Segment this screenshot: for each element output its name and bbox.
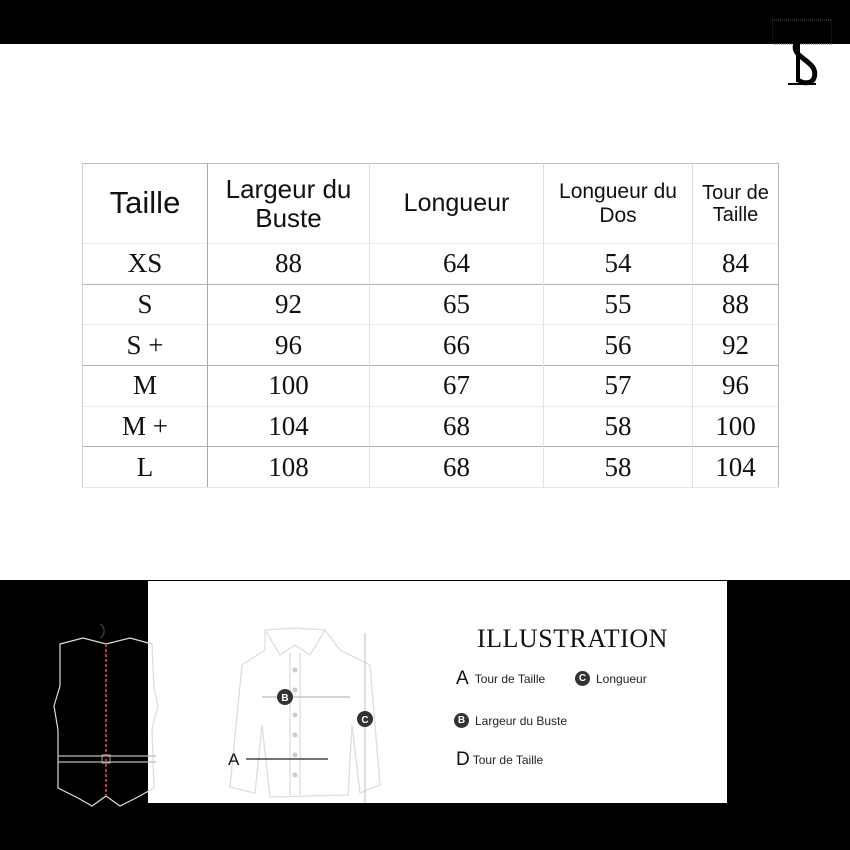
vest-diagram-icon xyxy=(48,618,168,813)
marker-d-icon: D xyxy=(456,749,470,770)
header-longueur-dos: Longueur du Dos xyxy=(544,164,693,244)
header-taille: Taille xyxy=(83,164,208,244)
top-black-band xyxy=(0,0,850,44)
size-cell: S + xyxy=(83,325,208,366)
value-cell: 64 xyxy=(370,244,544,285)
size-chart-table xyxy=(82,163,779,488)
table-row xyxy=(83,406,779,447)
value-cell: 66 xyxy=(370,325,544,366)
marker-a-icon: A xyxy=(456,668,469,689)
value-cell: 55 xyxy=(544,284,693,325)
sd-monogram-logo-icon xyxy=(772,18,832,86)
value-cell: 92 xyxy=(208,284,370,325)
value-cell: 67 xyxy=(370,366,544,407)
legend-label: Tour de Taille xyxy=(474,672,546,686)
table-header-row xyxy=(83,164,779,244)
legend-label: Largeur du Buste xyxy=(475,713,568,728)
value-cell: 104 xyxy=(208,406,370,447)
shirt-diagram-icon xyxy=(200,625,390,805)
svg-text:C: C xyxy=(361,715,369,726)
legend-item-d xyxy=(456,749,543,771)
header-longueur: Longueur xyxy=(370,164,544,244)
size-cell: S xyxy=(83,284,208,325)
value-cell: 56 xyxy=(544,325,693,366)
table-row xyxy=(83,366,779,407)
size-cell: L xyxy=(83,447,208,488)
value-cell: 54 xyxy=(544,244,693,285)
size-cell: XS xyxy=(83,244,208,285)
legend-item-c xyxy=(575,671,647,686)
illustration-title: ILLUSTRATION xyxy=(477,624,668,653)
svg-text:A: A xyxy=(228,750,240,769)
value-cell: 68 xyxy=(370,447,544,488)
value-cell: 100 xyxy=(693,406,779,447)
legend-item-b xyxy=(454,713,567,728)
table-row xyxy=(83,447,779,488)
legend-label: Tour de Taille xyxy=(472,753,544,767)
value-cell: 68 xyxy=(370,406,544,447)
header-tour-taille: Tour de Taille xyxy=(693,164,779,244)
value-cell: 58 xyxy=(544,447,693,488)
value-cell: 96 xyxy=(208,325,370,366)
value-cell: 100 xyxy=(208,366,370,407)
value-cell: 96 xyxy=(693,366,779,407)
value-cell: 65 xyxy=(370,284,544,325)
legend-item-a xyxy=(456,668,545,690)
legend-label: Longueur xyxy=(596,671,647,686)
value-cell: 108 xyxy=(208,447,370,488)
value-cell: 88 xyxy=(208,244,370,285)
marker-c-icon: C xyxy=(575,671,590,686)
value-cell: 88 xyxy=(693,284,779,325)
svg-text:B: B xyxy=(281,693,289,704)
size-cell: M xyxy=(83,366,208,407)
table-row xyxy=(83,325,779,366)
size-cell: M + xyxy=(83,406,208,447)
marker-b-icon: B xyxy=(454,713,469,728)
value-cell: 58 xyxy=(544,406,693,447)
value-cell: 92 xyxy=(693,325,779,366)
header-largeur-buste: Largeur du Buste xyxy=(208,164,370,244)
value-cell: 57 xyxy=(544,366,693,407)
table-row xyxy=(83,284,779,325)
table-row xyxy=(83,244,779,285)
value-cell: 104 xyxy=(693,447,779,488)
value-cell: 84 xyxy=(693,244,779,285)
